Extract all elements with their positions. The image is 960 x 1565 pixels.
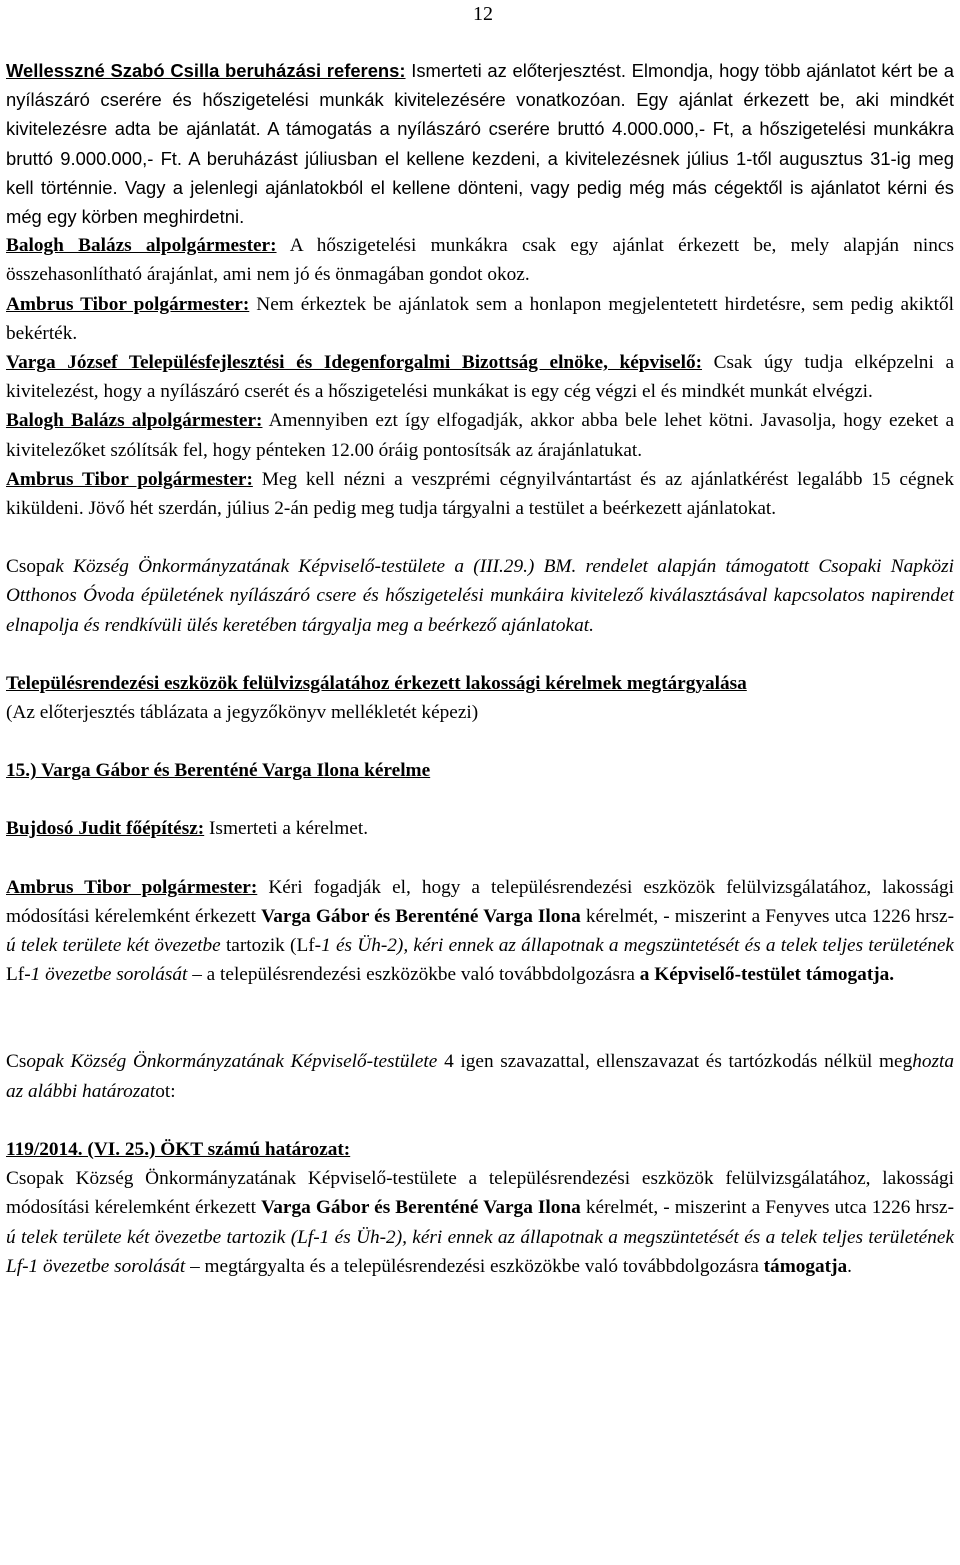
voting-end: ot: (155, 1080, 176, 1102)
paragraph-text: tartozik (Lf- (225, 935, 322, 957)
spacer (6, 844, 954, 873)
resolution-text-bold: támogatja (763, 1255, 848, 1277)
paragraph-text: Ismerteti a kérelmet. (209, 818, 369, 840)
agenda-title (6, 669, 954, 698)
paragraph-text: Lf- (6, 964, 31, 986)
document-content (6, 56, 954, 1281)
speaker-label: Wellesszné Szabó Csilla beruházási referens: (6, 60, 406, 81)
speaker-label: Ambrus Tibor polgármester: (6, 876, 258, 898)
resolution-text-part: Csopak Község Önkormányzatának Képviselő-testülete a településrendezési eszközök felülvizsgálatához, lakossági módosítási kérelemként érkezett (6, 1168, 954, 1219)
paragraph-text: Amennyiben ezt így elfogadják, akkor abba bele lehet kötni. Javasolja, hogy ezeket a kivitelezőket szólítsák fel, hogy pénteken 12.00 óráig pontosítsák az árajánlatukat. (6, 410, 954, 461)
paragraph-polgarmester-1 (6, 290, 954, 348)
speaker-label: Ambrus Tibor polgármester: (6, 468, 253, 490)
resolution-text-part: – megtárgyalta és a településrendezési eszközökbe való továbbdolgozásra (190, 1255, 759, 1277)
paragraph-alpolgarmester-1 (6, 231, 954, 289)
paragraph-text: Csak úgy tudja elképzelni a kivitelezést, hogy a nyílászáró cserét és a hőszigetelési munkákat is egy cég végzi el és mindkét munkát elvégzi. (6, 352, 954, 403)
speaker-label: Ambrus Tibor polgármester: (6, 293, 250, 315)
paragraph-text: Meg kell nézni a veszprémi cégnyilvántartást és az ajánlatkérést legalább 15 cégnek kiküldeni. Jövő hét szerdán, július 2-án pedig meg tudja tárgyalni a testület a beérkezett ajánlatokat. (6, 468, 954, 520)
paragraph-polgarmester-3 (6, 873, 954, 990)
voting-lead: Cs (6, 1051, 27, 1073)
paragraph-text: kérelmét, - miszerint a Fenyves utca 1226 hrsz- (585, 905, 954, 927)
voting-votes: 4 igen szavazattal, ellenszavazat és tartózkodás nélkül meg (444, 1051, 913, 1073)
document-page (6, 0, 954, 1565)
decision-napirend-elnapolas (6, 552, 954, 640)
paragraph-text: – a településrendezési eszközökbe való továbbdolgozásra (192, 964, 635, 986)
spacer (6, 640, 954, 669)
paragraph-text: Kéri fogadják el, hogy a településrendezési eszközök felülvizsgálatához, lakossági módosítási kérelemként érkezett (6, 876, 954, 927)
agenda-note (6, 698, 954, 727)
item-15-title (6, 756, 954, 785)
resolution-text (6, 1164, 954, 1281)
voting-text: opak Község Önkormányzatának Képviselő-testülete (26, 1051, 438, 1073)
speaker-label: Balogh Balázs alpolgármester: (6, 410, 263, 432)
item-15-title-text: 15.) Varga Gábor és Berenténé Varga Ilona kérelme (6, 760, 431, 782)
spacer (6, 727, 954, 756)
resolution-text-italic: ú telek területe két övezetbe tartozik (Lf-1 és Üh-2), kéri ennek az állapotnak a megszüntetését és a telek teljes területének Lf-1 övezetbe sorolását (6, 1226, 954, 1277)
paragraph-foepitesz (6, 814, 954, 843)
speaker-label: Varga József Településfejlesztési és Idegenforgalmi Bizottság elnöke, képviselő: (6, 352, 703, 374)
paragraph-polgarmester-2 (6, 465, 954, 523)
paragraph-text-bold: a Képviselő-testület támogatja. (639, 964, 895, 986)
paragraph-text-italic: 1 övezetbe sorolását (30, 964, 188, 986)
spacer (6, 785, 954, 814)
spacer (6, 1106, 954, 1135)
paragraph-bizottsag-elnok (6, 348, 954, 406)
applicant-names: Varga Gábor és Berenténé Varga Ilona (261, 1197, 581, 1219)
paragraph-alpolgarmester-2 (6, 406, 954, 464)
voting-statement (6, 1047, 954, 1105)
resolution-text-end: . (847, 1255, 852, 1277)
resolution-title: 119/2014. (VI. 25.) ÖKT számú határozat: (6, 1138, 351, 1160)
agenda-note-text: (Az előterjesztés táblázata a jegyzőkönyv mellékletét képezi) (6, 702, 479, 724)
paragraph-text: A hőszigetelési munkákra csak egy ajánlat érkezett be, mely alapján nincs összehasonlítható árajánlat, ami nem jó és önmagában gondot okoz. (6, 235, 954, 286)
decision-lead: Csop (6, 556, 46, 578)
spacer (6, 989, 954, 1018)
paragraph-text: Ismerteti az előterjesztést. Elmondja, hogy több ajánlatot kért be a nyílászáró cserére és hőszigetelési munkák kivitelezésére vonatkozóan. Egy ajánlat érkezett be, aki mindkét kivitelezésre adta be ajánlatát. A támogatás a nyílászáró cserére bruttó 4.000.000,- Ft, a hőszigetelési munkákra bruttó 9.000.000,- Ft. A beruházást júliusban el kellene kezdeni, a kivitelezésnek július 1-től augusztus 31-ig meg kell történnie. Vagy a jelenlegi ajánlatokból el kellene dönteni, vagy pedig még más cégektől is ajánlatot kérni és még egy körben meghirdetni. (6, 60, 955, 228)
paragraph-beruhazasi-referens (6, 56, 954, 231)
voting-tail: hozta az alábbi határozat (6, 1051, 955, 1102)
decision-text: ak Község Önkormányzatának Képviselő-testülete a (III.29.) BM. rendelet alapján támogatott Csopaki Napközi Otthonos Óvoda épületének nyílászáró csere és hőszigetelési munkáira kivitelező kiválasztásával kapcsolatos napirendet elnapolja és rendkívüli ülés keretében tárgyalja meg a beérkező ajánlatokat. (6, 556, 954, 636)
paragraph-text-italic: 1 és Üh-2), kéri ennek az állapotnak a megszüntetését és a telek teljes területének (321, 935, 954, 957)
applicant-names: Varga Gábor és Berenténé Varga Ilona (261, 905, 581, 927)
spacer (6, 523, 954, 552)
spacer (6, 1018, 954, 1047)
page-number: 12 (473, 3, 493, 25)
paragraph-text-italic: ú telek területe két övezetbe (6, 935, 221, 957)
resolution-text-part: kérelmét, - miszerint a Fenyves utca 1226 hrsz- (585, 1197, 954, 1219)
paragraph-text: Nem érkeztek be ajánlatok sem a honlapon megjelentetett hirdetésre, sem pedig akiktől bekérték. (6, 293, 954, 344)
speaker-label: Balogh Balázs alpolgármester: (6, 235, 277, 257)
speaker-label: Bujdosó Judit főépítész: (6, 818, 205, 840)
agenda-title-text: Településrendezési eszközök felülvizsgálatához érkezett lakossági kérelmek megtárgyalása (6, 672, 747, 694)
